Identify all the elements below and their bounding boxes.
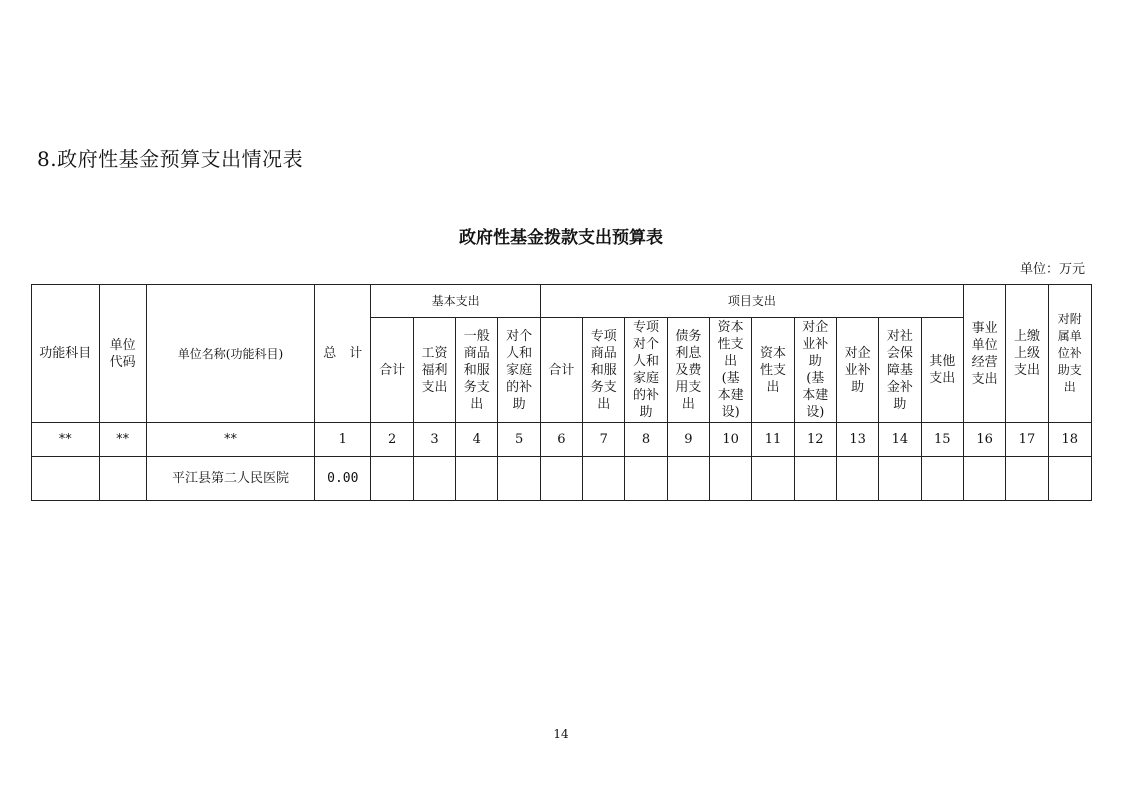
index-cell: 13	[836, 423, 878, 457]
cell-empty	[456, 457, 498, 501]
index-cell: 14	[879, 423, 921, 457]
page-number: 14	[553, 727, 569, 741]
index-cell: 5	[498, 423, 540, 457]
cell-empty	[879, 457, 921, 501]
cell-empty	[752, 457, 794, 501]
cell-empty	[625, 457, 667, 501]
cell-empty	[1048, 457, 1091, 501]
header-total: 总 计	[315, 285, 371, 423]
header-project-col: 合计	[540, 318, 582, 423]
cell-empty	[371, 457, 413, 501]
header-project-col: 对企业补助	[836, 318, 878, 423]
index-cell: 17	[1006, 423, 1048, 457]
index-cell: 11	[752, 423, 794, 457]
index-cell: 8	[625, 423, 667, 457]
index-cell: 2	[371, 423, 413, 457]
cell-func-subject	[32, 457, 100, 501]
cell-empty	[921, 457, 963, 501]
header-project-col: 专项对个人和家庭的补助	[625, 318, 667, 423]
header-project-col: 债务利息及费用支出	[667, 318, 709, 423]
cell-empty	[583, 457, 625, 501]
header-basic-group: 基本支出	[371, 285, 540, 318]
header-unit-code: 单位代码	[99, 285, 146, 423]
header-subsidiary-aid: 对附属单位补助支出	[1048, 285, 1091, 423]
header-basic-col: 合计	[371, 318, 413, 423]
cell-unit-code	[99, 457, 146, 501]
index-cell: **	[146, 423, 314, 457]
cell-total: 0.00	[315, 457, 371, 501]
index-cell: 12	[794, 423, 836, 457]
header-basic-col: 工资福利支出	[413, 318, 455, 423]
unit-label: 单位：万元	[1019, 262, 1085, 277]
budget-table	[31, 284, 1092, 501]
header-project-col: 资本性支出(基本建设)	[710, 318, 752, 423]
header-project-col: 对社会保障基金补助	[879, 318, 921, 423]
index-cell: 18	[1048, 423, 1091, 457]
index-cell: 9	[667, 423, 709, 457]
index-cell: 1	[315, 423, 371, 457]
cell-empty	[710, 457, 752, 501]
table-row	[32, 457, 1092, 501]
cell-empty	[794, 457, 836, 501]
index-row	[32, 423, 1092, 457]
cell-empty	[1006, 457, 1048, 501]
cell-empty	[498, 457, 540, 501]
index-cell: 4	[456, 423, 498, 457]
header-row-1	[32, 285, 1092, 318]
header-business-exp: 事业单位经营支出	[963, 285, 1005, 423]
document-title: 政府性基金拨款支出预算表	[459, 228, 663, 248]
index-cell: **	[99, 423, 146, 457]
index-cell: 3	[413, 423, 455, 457]
header-func-subject: 功能科目	[32, 285, 100, 423]
header-project-col: 专项商品和服务支出	[583, 318, 625, 423]
cell-empty	[836, 457, 878, 501]
cell-empty	[413, 457, 455, 501]
index-cell: 10	[710, 423, 752, 457]
cell-empty	[540, 457, 582, 501]
header-basic-col: 对个人和家庭的补助	[498, 318, 540, 423]
header-project-col: 资本性支出	[752, 318, 794, 423]
header-unit-name: 单位名称(功能科目)	[146, 285, 314, 423]
index-cell: **	[32, 423, 100, 457]
index-cell: 16	[963, 423, 1005, 457]
header-basic-col: 一般商品和服务支出	[456, 318, 498, 423]
header-upper-pay: 上缴上级支出	[1006, 285, 1048, 423]
index-cell: 15	[921, 423, 963, 457]
cell-empty	[963, 457, 1005, 501]
cell-unit-name: 平江县第二人民医院	[146, 457, 314, 501]
cell-empty	[667, 457, 709, 501]
index-cell: 7	[583, 423, 625, 457]
index-cell: 6	[540, 423, 582, 457]
header-project-group: 项目支出	[540, 285, 963, 318]
section-title: 8.政府性基金预算支出情况表	[37, 147, 304, 171]
header-project-col: 对企业补助(基本建设)	[794, 318, 836, 423]
header-project-col: 其他支出	[921, 318, 963, 423]
